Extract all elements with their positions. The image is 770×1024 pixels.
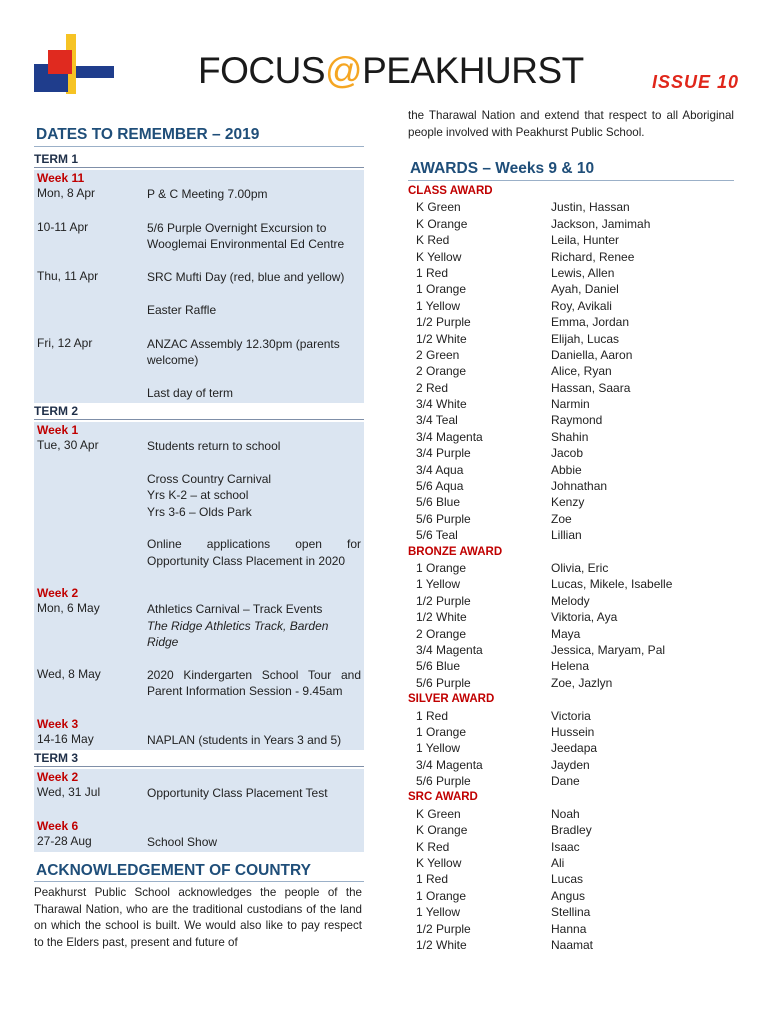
award-row <box>408 904 734 920</box>
award-names: Daniella, Aaron <box>551 347 633 362</box>
award-names: Lucas <box>551 872 584 887</box>
award-row <box>408 511 734 527</box>
masthead-title: FOCUS@PEAKHURST <box>198 50 584 91</box>
event-date: 27-28 Aug <box>37 833 92 848</box>
award-row <box>408 314 734 330</box>
award-names: Bradley <box>551 823 592 838</box>
event-line: Parent Information Session - 9.45am <box>147 684 343 698</box>
award-class: K Red <box>416 839 450 854</box>
award-class: 5/6 Blue <box>416 495 461 510</box>
event-date: 14-16 May <box>37 731 94 746</box>
award-class: 2 Red <box>416 380 449 395</box>
award-names: Kenzy <box>551 495 585 510</box>
award-class: K Green <box>416 200 461 215</box>
award-row <box>408 347 734 363</box>
event-date: Wed, 8 May <box>37 666 101 681</box>
award-row <box>408 380 734 396</box>
event-row <box>34 732 364 751</box>
award-row <box>408 412 734 428</box>
award-names: Stellina <box>551 905 591 920</box>
logo-blue-bar <box>76 66 114 78</box>
award-names: Hanna <box>551 921 587 936</box>
event-line: Yrs K-2 – at school <box>147 488 249 502</box>
event-line: ANZAC Assembly 12.30pm (parents <box>147 336 340 351</box>
award-class: K Red <box>416 233 450 248</box>
award-row <box>408 822 734 838</box>
event-date: Mon, 8 Apr <box>37 186 96 200</box>
award-class: 5/6 Aqua <box>416 479 464 494</box>
event-line: School Show <box>147 834 218 849</box>
award-class: 1/2 White <box>416 937 467 952</box>
award-row <box>408 494 734 510</box>
award-class: 5/6 Purple <box>416 511 471 526</box>
event-date: Thu, 11 Apr <box>37 268 99 283</box>
award-class: 1 Orange <box>416 560 467 575</box>
award-names: Isaac <box>551 839 580 854</box>
award-row <box>408 232 734 248</box>
award-class: 1/2 White <box>416 610 467 625</box>
event-line: Yrs 3-6 – Olds Park <box>147 504 252 519</box>
event-description <box>147 601 364 651</box>
award-names: Lewis, Allen <box>551 265 615 280</box>
award-row <box>408 708 734 724</box>
award-category: BRONZE AWARD <box>408 545 503 558</box>
acknowledgement-continued: the Tharawal Nation and extend that respect to all Aboriginal people involved with Peakhurst Public School. <box>408 109 734 139</box>
dates-heading: DATES TO REMEMBER – 2019 <box>36 126 260 143</box>
award-class: 3/4 Teal <box>416 413 458 428</box>
term-block <box>34 769 364 852</box>
event-description <box>147 732 364 749</box>
award-class: 3/4 Aqua <box>416 462 464 477</box>
event-line: Last day of term <box>147 385 234 400</box>
event-line: SRC Mufti Day (red, blue and yellow) <box>147 269 345 284</box>
award-row <box>408 363 734 379</box>
award-row <box>408 773 734 789</box>
term-label: TERM 2 <box>34 403 364 420</box>
school-logo <box>34 34 114 94</box>
award-class: 1 Orange <box>416 724 467 739</box>
event-date: Wed, 31 Jul <box>37 785 101 799</box>
award-class: 3/4 Magenta <box>416 429 483 444</box>
week-label: Week 11 <box>37 171 85 185</box>
award-category: CLASS AWARD <box>408 185 493 197</box>
awards-heading: AWARDS – Weeks 9 & 10 <box>410 160 595 177</box>
acknowledgement-heading-rule <box>34 881 364 882</box>
award-class: 5/6 Purple <box>416 675 471 690</box>
award-class: K Orange <box>416 823 468 838</box>
award-row <box>408 642 734 658</box>
award-names: Leila, Hunter <box>551 233 620 248</box>
award-class: K Green <box>416 806 461 821</box>
week-label: Week 6 <box>37 818 79 833</box>
award-category: SRC AWARD <box>408 791 478 804</box>
award-names: Alice, Ryan <box>551 364 612 379</box>
award-names: Hussein <box>551 724 595 739</box>
award-names: Jayden <box>551 757 590 772</box>
award-row <box>408 806 734 822</box>
award-row <box>408 429 734 445</box>
award-row <box>408 888 734 904</box>
award-names: Hassan, Saara <box>551 380 631 395</box>
award-category: SILVER AWARD <box>408 693 495 706</box>
event-description <box>147 220 364 253</box>
award-class: 3/4 Magenta <box>416 757 483 772</box>
event-row <box>34 536 364 585</box>
award-row <box>408 199 734 215</box>
awards-list <box>408 183 734 953</box>
award-names: Olivia, Eric <box>551 560 609 575</box>
award-class: 2 Orange <box>416 626 467 641</box>
award-class: K Orange <box>416 216 468 231</box>
award-row <box>408 576 734 592</box>
award-names: Jessica, Maryam, Pal <box>551 642 666 657</box>
award-names: Naamat <box>551 937 594 952</box>
award-row <box>408 281 734 297</box>
award-row <box>408 527 734 543</box>
event-row <box>34 834 364 853</box>
event-description <box>147 438 364 455</box>
event-description <box>147 471 364 521</box>
awards-heading-rule <box>408 180 734 181</box>
award-class: 1 Yellow <box>416 905 461 920</box>
event-description <box>147 385 364 402</box>
event-date <box>34 302 147 319</box>
event-line: The Ridge Athletics Track, Barden <box>147 618 329 633</box>
event-description <box>147 536 364 569</box>
award-names: Viktoria, Aya <box>551 610 618 625</box>
term-label: TERM 3 <box>34 750 364 767</box>
event-row <box>34 336 364 385</box>
event-line: 5/6 Purple Overnight Excursion to <box>147 220 327 235</box>
event-description <box>147 302 364 319</box>
week-label: Week 2 <box>37 586 79 600</box>
award-names: Ali <box>551 856 565 871</box>
award-row <box>408 396 734 412</box>
award-row <box>408 560 734 576</box>
award-row <box>408 757 734 773</box>
award-row <box>408 937 734 953</box>
award-names: Victoria <box>551 708 591 723</box>
award-names: Elijah, Lucas <box>551 331 620 346</box>
event-line: Students return to school <box>147 439 281 453</box>
event-line: Athletics Carnival – Track Events <box>147 602 323 616</box>
award-names: Zoe <box>551 511 572 526</box>
award-names: Roy, Avikali <box>551 298 612 313</box>
event-date: Tue, 30 Apr <box>37 438 99 452</box>
award-class: 1 Red <box>416 708 449 723</box>
award-names: Emma, Jordan <box>551 315 630 330</box>
event-date: Mon, 6 May <box>37 601 100 615</box>
term-label: TERM 1 <box>34 151 364 168</box>
award-row <box>408 331 734 347</box>
week-label: Week 3 <box>37 716 79 731</box>
award-names: Maya <box>551 626 581 641</box>
event-row <box>34 667 364 716</box>
event-description <box>147 336 364 369</box>
term-block <box>34 422 364 750</box>
award-class: 3/4 White <box>416 397 467 412</box>
event-date <box>34 471 147 521</box>
event-line: welcome) <box>147 353 199 367</box>
award-row <box>408 675 734 691</box>
event-row <box>34 785 364 818</box>
event-row <box>34 471 364 537</box>
award-class: 3/4 Magenta <box>416 642 483 657</box>
event-date: 10-11 Apr <box>37 219 89 234</box>
event-row <box>34 269 364 303</box>
award-class: 5/6 Teal <box>416 528 458 543</box>
award-class: 1/2 Purple <box>416 921 471 936</box>
award-row <box>408 445 734 461</box>
week-label: Week 2 <box>37 770 79 784</box>
award-row <box>408 593 734 609</box>
event-line: Wooglemai Environmental Ed Centre <box>147 237 345 251</box>
event-description <box>147 186 364 203</box>
award-names: Johnathan <box>551 479 608 494</box>
award-row <box>408 626 734 642</box>
award-names: Dane <box>551 774 580 789</box>
award-class: 1 Red <box>416 872 449 887</box>
event-line: P & C Meeting 7.00pm <box>147 187 268 201</box>
award-row <box>408 855 734 871</box>
award-names: Jackson, Jamimah <box>551 216 651 231</box>
event-line: Online applications open for <box>147 537 361 551</box>
event-row <box>34 220 364 269</box>
award-row <box>408 839 734 855</box>
award-names: Jacob <box>551 446 584 461</box>
award-names: Jeedapa <box>551 741 598 756</box>
award-class: 1 Red <box>416 265 449 280</box>
event-line: Opportunity Class Placement Test <box>147 786 328 800</box>
award-class: 1 Orange <box>416 888 467 903</box>
event-date <box>34 536 147 569</box>
award-row <box>408 609 734 625</box>
award-names: Zoe, Jazlyn <box>551 675 613 690</box>
award-class: 5/6 Purple <box>416 774 471 789</box>
event-row <box>34 438 364 471</box>
event-row <box>34 186 364 220</box>
week-label: Week 1 <box>37 423 79 437</box>
dates-list <box>34 151 364 852</box>
event-line: Easter Raffle <box>147 303 217 317</box>
award-class: 1 Yellow <box>416 298 461 313</box>
award-names: Lillian <box>551 528 582 543</box>
event-line: Opportunity Class Placement in 2020 <box>147 553 346 568</box>
award-row <box>408 265 734 281</box>
award-class: 1 Yellow <box>416 577 461 592</box>
award-names: Shahin <box>551 429 589 444</box>
event-line: NAPLAN (students in Years 3 and 5) <box>147 732 342 747</box>
award-class: 5/6 Blue <box>416 659 461 674</box>
award-class: 2 Green <box>416 347 460 362</box>
event-description <box>147 785 364 802</box>
award-row <box>408 298 734 314</box>
event-row <box>34 385 364 404</box>
award-row <box>408 249 734 265</box>
event-date: Fri, 12 Apr <box>37 335 93 350</box>
award-class: 1 Orange <box>416 282 467 297</box>
award-row <box>408 921 734 937</box>
event-row <box>34 601 364 667</box>
award-names: Richard, Renee <box>551 249 635 264</box>
award-names: Melody <box>551 593 590 608</box>
award-class: 1/2 Purple <box>416 593 471 608</box>
award-class: K Yellow <box>416 856 462 871</box>
acknowledgement-text: Peakhurst Public School acknowledges the people of the Tharawal Nation, who are the traditional custodians of the land on which the school is built. We would also like to pay respect to the Elders past, present and future of <box>34 886 362 949</box>
acknowledgement-heading: ACKNOWLEDGEMENT OF COUNTRY <box>36 862 311 879</box>
award-row <box>408 871 734 887</box>
award-names: Lucas, Mikele, Isabelle <box>551 577 673 592</box>
issue-number: ISSUE 10 <box>652 72 740 92</box>
award-class: 1/2 White <box>416 331 467 346</box>
award-row <box>408 724 734 740</box>
award-class: 2 Orange <box>416 364 467 379</box>
event-line: Ridge <box>147 635 179 649</box>
award-class: 1/2 Purple <box>416 315 471 330</box>
award-names: Raymond <box>551 413 603 428</box>
award-names: Justin, Hassan <box>551 200 630 215</box>
event-row <box>34 302 364 336</box>
award-row <box>408 478 734 494</box>
event-line: 2020 Kindergarten School Tour and <box>147 667 361 682</box>
award-row <box>408 216 734 232</box>
award-row <box>408 462 734 478</box>
logo-red-square <box>48 50 72 74</box>
award-row <box>408 740 734 756</box>
award-class: 3/4 Purple <box>416 446 471 461</box>
term-block <box>34 170 364 403</box>
event-date <box>34 385 147 402</box>
award-row <box>408 658 734 674</box>
event-line: Cross Country Carnival <box>147 471 272 486</box>
event-description <box>147 667 364 700</box>
award-class: 1 Yellow <box>416 741 461 756</box>
award-names: Noah <box>551 806 580 821</box>
event-description <box>147 269 364 286</box>
event-description <box>147 834 364 851</box>
award-names: Ayah, Daniel <box>551 282 619 297</box>
award-names: Abbie <box>551 462 582 477</box>
award-class: K Yellow <box>416 249 462 264</box>
award-names: Helena <box>551 659 590 674</box>
award-names: Angus <box>551 888 586 903</box>
dates-heading-rule <box>34 146 364 147</box>
award-names: Narmin <box>551 397 590 412</box>
